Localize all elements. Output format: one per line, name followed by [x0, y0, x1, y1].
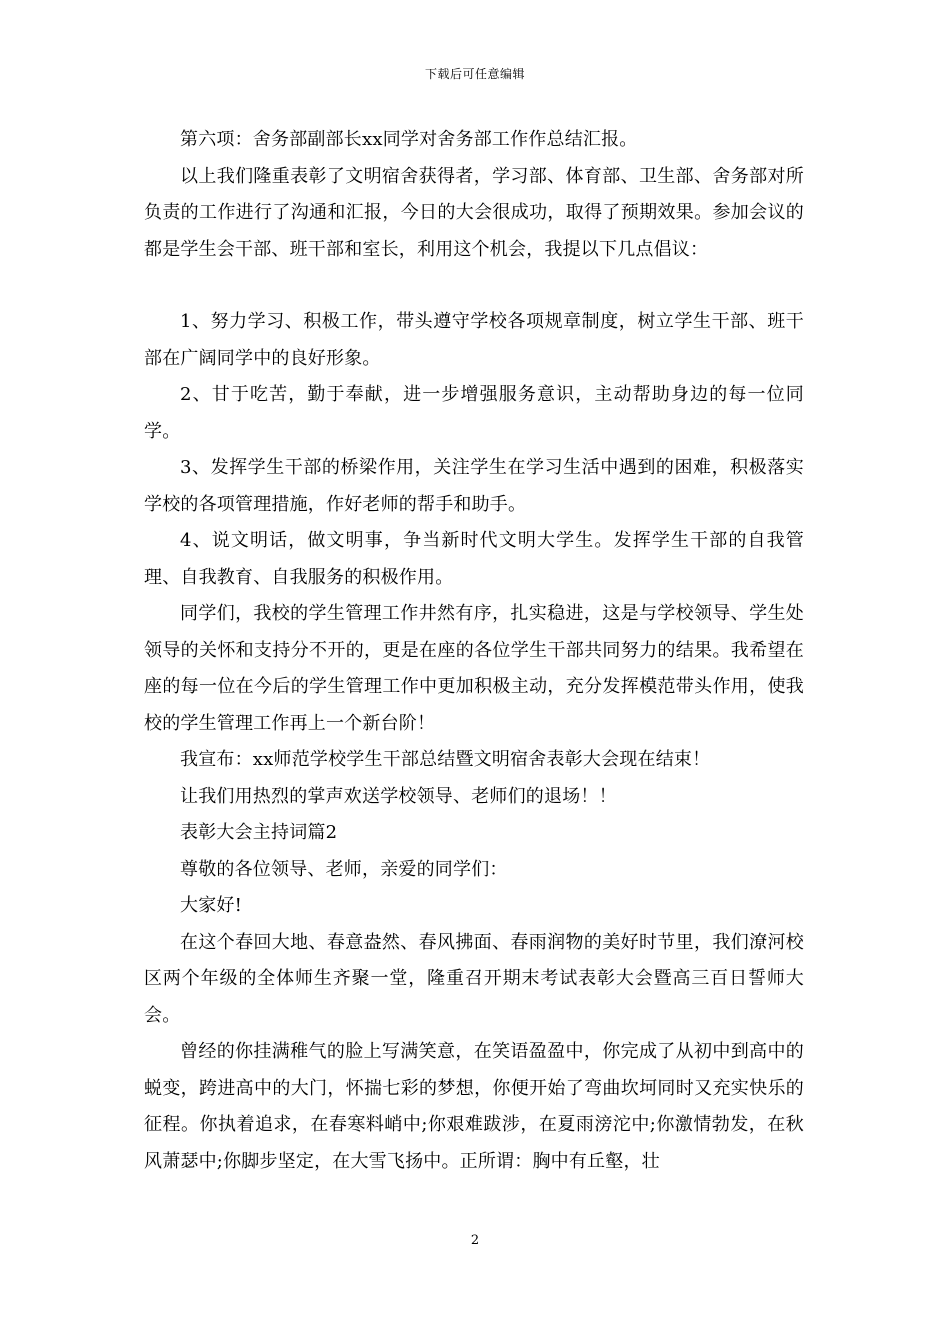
paragraph: 以上我们隆重表彰了文明宿舍获得者，学习部、体育部、卫生部、舍务部对所负责的工作进行了沟通和汇报，今日的大会很成功，取得了预期效果。参加会议的都是学生会干部、班干部和室长，利用这个机会，我提以下几点倡议：: [144, 165, 804, 260]
page-header: 下载后可任意编辑: [424, 67, 525, 81]
paragraph: 2、甘于吃苦，勤于奉献，进一步增强服务意识，主动帮助身边的每一位同学。: [144, 384, 804, 442]
paragraph: 第六项：舍务部副部长xx同学对舍务部工作作总结汇报。: [180, 129, 638, 150]
paragraph: 同学们，我校的学生管理工作井然有序，扎实稳进，这是与学校领导、学生处领导的关怀和支持分不开的，更是在座的各位学生干部共同努力的结果。我希望在座的每一位在今后的学生管理工作中更加积极主动，充分发挥模范带头作用，使我校的学生管理工作再上一个新台阶！: [144, 603, 804, 734]
page-number: 2: [470, 1233, 480, 1248]
paragraph: 曾经的你挂满稚气的脸上写满笑意，在笑语盈盈中，你完成了从初中到高中的蜕变，跨进高中的大门，怀揣七彩的梦想，你便开始了弯曲坎坷同时又充实快乐的征程。你执着追求，在春寒料峭中;你艰难跋涉，在夏雨滂沱中;你激情勃发，在秋风萧瑟中;你脚步坚定，在大雪飞扬中。正所谓：胸中有丘壑，壮: [144, 1041, 804, 1172]
paragraph: 4、说文明话，做文明事，争当新时代文明大学生。发挥学生干部的自我管理、自我教育、自我服务的积极作用。: [144, 530, 804, 588]
paragraph: 在这个春回大地、春意盎然、春风拂面、春雨润物的美好时节里，我们潦河校区两个年级的全体师生齐聚一堂，隆重召开期末考试表彰大会暨高三百日誓师大会。: [144, 931, 804, 1026]
salutation: 尊敬的各位领导、老师，亲爱的同学们：: [180, 858, 508, 880]
paragraph: 1、努力学习、积极工作，带头遵守学校各项规章制度，树立学生干部、班干部在广阔同学中的良好形象。: [144, 311, 804, 369]
document-body: [144, 122, 804, 1180]
paragraph: 让我们用热烈的掌声欢送学校领导、老师们的退场！！: [180, 785, 617, 807]
section-title: 表彰大会主持词篇2: [180, 822, 338, 843]
greeting: 大家好!: [180, 895, 243, 916]
paragraph: 3、发挥学生干部的桥梁作用，关注学生在学习生活中遇到的困难，积极落实学校的各项管理措施，作好老师的帮手和助手。: [144, 457, 804, 515]
paragraph: 我宣布：xx师范学校学生干部总结暨文明宿舍表彰大会现在结束！: [180, 749, 711, 770]
